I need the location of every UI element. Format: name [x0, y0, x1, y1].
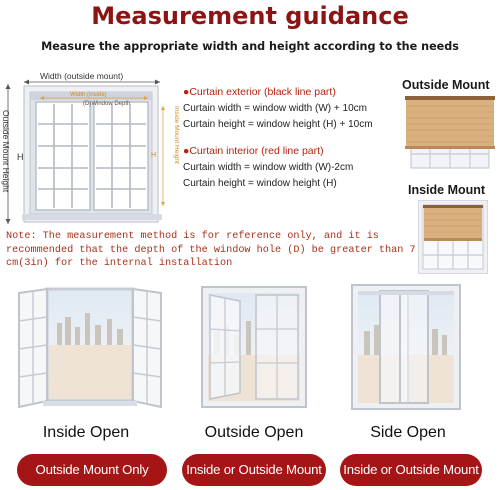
exterior-width-rule: Curtain width = window width (W) + 10cm	[183, 103, 367, 114]
outside-open-window-image	[200, 285, 308, 410]
inside-height-letter: H	[151, 152, 157, 159]
side-open-label: Side Open	[370, 424, 446, 441]
measurement-diagram	[0, 62, 185, 232]
outside-height-label: Outside Mount Height	[1, 110, 11, 193]
interior-height-rule: Curtain height = window height (H)	[183, 178, 337, 189]
inside-or-outside-mount-badge: Inside or Outside Mount	[182, 454, 326, 486]
inside-width-label: Width (inside)	[70, 92, 107, 98]
outside-mount-only-badge: Outside Mount Only	[17, 454, 167, 486]
exterior-height-rule: Curtain height = window height (H) + 10cm	[183, 119, 373, 130]
curtain-spec	[183, 86, 398, 194]
inside-open-window-image	[15, 283, 165, 416]
exterior-heading: ●Curtain exterior (black line part)	[183, 86, 336, 98]
page-title: Measurement guidance	[91, 2, 409, 30]
outside-open-label: Outside Open	[204, 424, 304, 441]
measurement-note: Note: The measurement method is for reference only, and it is recommended that the depth of the window hole (D) be greater than 7 cm(3in) for the internal installation	[6, 231, 416, 269]
inside-or-outside-mount-badge-side: Inside or Outside Mount	[340, 454, 482, 486]
depth-label: (D)Window Depth	[83, 101, 131, 107]
window-measure-drawing	[0, 62, 185, 232]
interior-width-rule: Curtain width = window width (W)-2cm	[183, 162, 354, 173]
outside-width-label: Width (outside mount)	[40, 71, 124, 81]
outside-mount-title: Outside Mount	[402, 78, 490, 92]
interior-heading: ●Curtain interior (red line part)	[183, 145, 324, 157]
side-open-window-image	[350, 283, 462, 411]
inside-mount-image	[418, 200, 488, 274]
outside-mount-image	[405, 96, 495, 170]
inside-open-label: Inside Open	[42, 424, 130, 441]
page-subtitle: Measure the appropriate width and height according to the needs	[41, 40, 459, 53]
inside-mount-title: Inside Mount	[408, 183, 486, 197]
inside-height-label: Inside Mount Height	[173, 106, 180, 164]
height-letter: H	[17, 152, 24, 162]
